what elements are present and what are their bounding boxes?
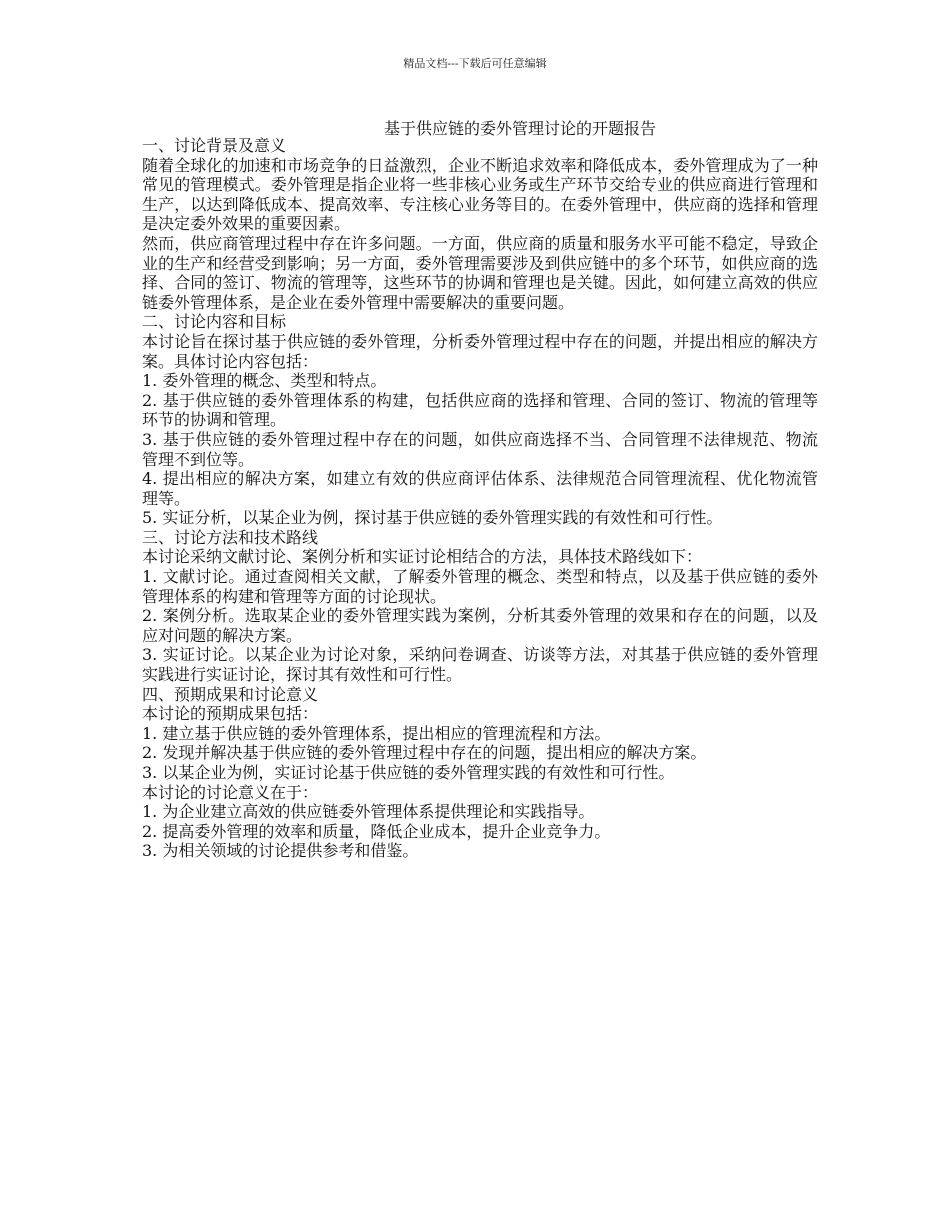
list-item: 2. 提高委外管理的效率和质量，降低企业成本，提升企业竞争力。	[142, 821, 611, 841]
list-item: 2. 发现并解决基于供应链的委外管理过程中存在的问题，提出相应的解决方案。	[142, 743, 707, 763]
section-heading: 三、讨论方法和技术路线	[142, 527, 319, 547]
document-body	[142, 136, 818, 861]
list-item: 1. 文献讨论。通过查阅相关文献，了解委外管理的概念、类型和特点，以及基于供应链的委外管理体系的构建和管理等方面的讨论现状。	[142, 567, 818, 606]
section-background	[142, 136, 818, 312]
section-methods	[142, 528, 818, 685]
list-item: 1. 建立基于供应链的委外管理体系，提出相应的管理流程和方法。	[142, 723, 611, 743]
list-item: 3. 基于供应链的委外管理过程中存在的问题，如供应商选择不当、合同管理不法律规范、物流管理不到位等。	[142, 429, 818, 469]
paragraph: 然而，供应商管理过程中存在许多问题。一方面，供应商的质量和服务水平可能不稳定，导致企业的生产和经营受到影响；另一方面，委外管理需要涉及到供应链中的多个环节，如供应商的选择、合同的签订、物流的管理等，这些环节的协调和管理也是关键。因此，如何建立高效的供应链委外管理体系，是企业在委外管理中需要解决的重要问题。	[142, 233, 818, 312]
list-item: 1. 委外管理的概念、类型和特点。	[142, 371, 387, 391]
paragraph: 本讨论的预期成果包括：	[142, 704, 319, 724]
section-heading: 二、讨论内容和目标	[142, 312, 287, 332]
section-outcomes	[142, 685, 818, 861]
list-item: 2. 基于供应链的委外管理体系的构建，包括供应商的选择和管理、合同的签订、物流的管理等环节的协调和管理。	[142, 390, 818, 430]
list-item: 3. 以某企业为例，实证讨论基于供应链的委外管理实践的有效性和可行性。	[142, 763, 675, 782]
document-title: 基于供应链的委外管理讨论的开题报告	[383, 119, 656, 138]
paragraph: 随着全球化的加速和市场竞争的日益激烈，企业不断追求效率和降低成本，委外管理成为了一种常见的管理模式。委外管理是指企业将一些非核心业务或生产环节交给专业的供应商进行管理和生产，以达到降低成本、提高效率、专注核心业务等目的。在委外管理中，供应商的选择和管理是决定委外效果的重要因素。	[142, 155, 818, 234]
paragraph: 本讨论的讨论意义在于：	[142, 782, 319, 802]
page-header: 精品文档---下载后可任意编辑	[403, 57, 547, 70]
section-content-goals	[142, 312, 818, 528]
list-item: 2. 案例分析。选取某企业的委外管理实践为案例，分析其委外管理的效果和存在的问题，以及应对问题的解决方案。	[142, 606, 818, 645]
list-item: 3. 为相关领域的讨论提供参考和借鉴。	[142, 841, 419, 861]
list-item: 4. 提出相应的解决方案，如建立有效的供应商评估体系、法律规范合同管理流程、优化物流管理等。	[142, 469, 818, 508]
paragraph: 本讨论旨在探讨基于供应链的委外管理，分析委外管理过程中存在的问题，并提出相应的解决方案。具体讨论内容包括：	[142, 331, 818, 371]
list-item: 5. 实证分析，以某企业为例，探讨基于供应链的委外管理实践的有效性和可行性。	[142, 508, 723, 528]
list-item: 1. 为企业建立高效的供应链委外管理体系提供理论和实践指导。	[142, 802, 595, 822]
section-heading: 一、讨论背景及意义	[142, 136, 287, 155]
section-heading: 四、预期成果和讨论意义	[142, 684, 319, 704]
list-item: 3. 实证讨论。以某企业为讨论对象，采纳问卷调查、访谈等方法，对其基于供应链的委外管理实践进行实证讨论，探讨其有效性和可行性。	[142, 645, 818, 685]
paragraph: 本讨论采纳文献讨论、案例分析和实证讨论相结合的方法，具体技术路线如下：	[142, 547, 703, 567]
